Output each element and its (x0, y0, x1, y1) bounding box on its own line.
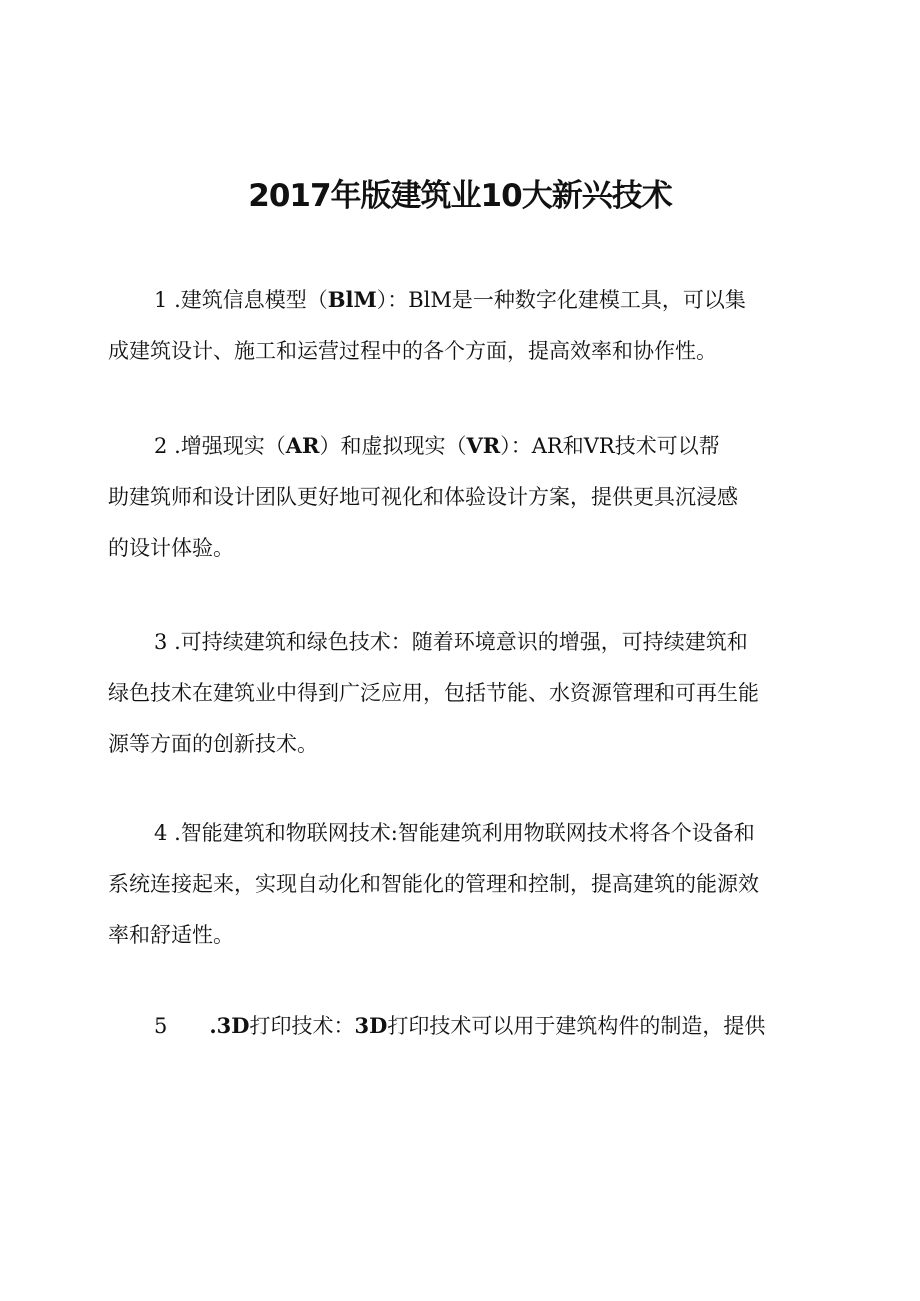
item-number: 3 (154, 630, 168, 654)
item-line: 助建筑师和设计团队更好地可视化和体验设计方案，提供更具沉浸感 (108, 485, 738, 509)
item-line: 2 .增强现实（AR）和虚拟现实（VR）：AR和VR技术可以帮 (108, 420, 820, 472)
list-item-3d-printing (108, 1000, 820, 1052)
list-item-ar-vr (108, 420, 820, 574)
item-number: 2 (154, 434, 168, 458)
item-line: 系统连接起来，实现自动化和智能化的管理和控制，提高建筑的能源效 (108, 872, 759, 896)
item-number: 4 (154, 821, 168, 845)
item-line: 成建筑设计、施工和运营过程中的各个方面，提高效率和协作性。 (108, 339, 717, 363)
item-line: 的设计体验。 (108, 536, 234, 560)
item-line: 绿色技术在建筑业中得到广泛应用，包括节能、水资源管理和可再生能 (108, 681, 759, 705)
list-item-smart-building-iot (108, 808, 820, 961)
list-item-green-building (108, 617, 820, 770)
document-title: 2017年版建筑业10大新兴技术 (248, 178, 672, 214)
item-line: 源等方面的创新技术。 (108, 732, 318, 756)
item-number: 1 (154, 288, 168, 312)
item-line: 率和舒适性。 (108, 923, 234, 947)
item-line: 1 .建筑信息模型（BlM）：BlM是一种数字化建模工具，可以集 (108, 274, 820, 326)
item-line: 3 .可持续建筑和绿色技术：随着环境意识的增强，可持续建筑和 (108, 617, 820, 668)
item-line: 5 .3D打印技术：3D打印技术可以用于建筑构件的制造，提供 (108, 1000, 820, 1052)
item-line: 4 .智能建筑和物联网技术:智能建筑利用物联网技术将各个设备和 (108, 808, 820, 859)
item-number: 5 (154, 1014, 168, 1038)
list-item-bim (108, 274, 820, 377)
